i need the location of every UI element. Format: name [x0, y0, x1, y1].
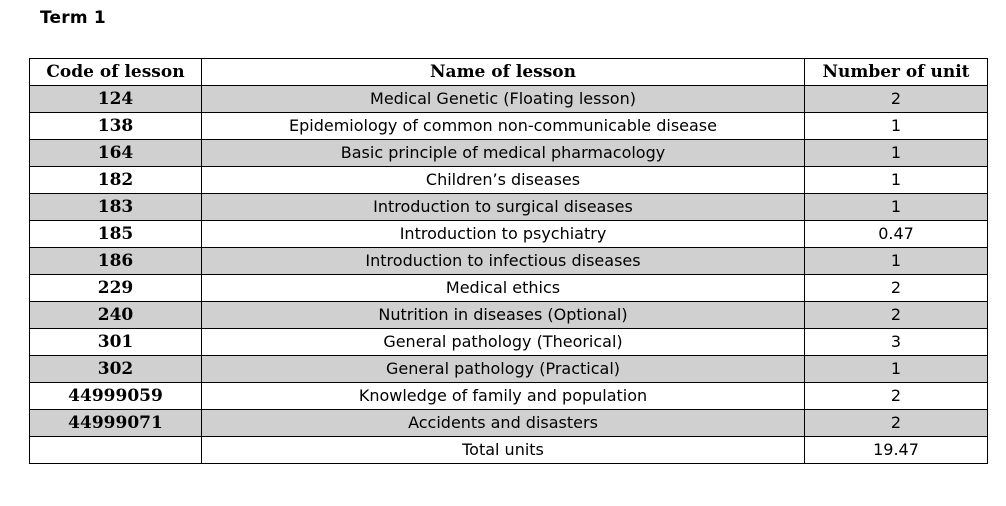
lesson-units: 2	[805, 86, 988, 113]
lesson-name: General pathology (Practical)	[202, 356, 805, 383]
table-row	[30, 113, 988, 140]
lesson-name: General pathology (Theorical)	[202, 329, 805, 356]
header-name-of-lesson: Name of lesson	[202, 59, 805, 86]
table-row	[30, 86, 988, 113]
lesson-code: 138	[30, 113, 202, 140]
lesson-code: 240	[30, 302, 202, 329]
lesson-name: Basic principle of medical pharmacology	[202, 140, 805, 167]
lesson-code: 124	[30, 86, 202, 113]
total-units-value: 19.47	[805, 437, 988, 464]
table-row	[30, 356, 988, 383]
lesson-code: 185	[30, 221, 202, 248]
table-row	[30, 140, 988, 167]
lessons-table	[29, 58, 988, 464]
lesson-name: Introduction to psychiatry	[202, 221, 805, 248]
lesson-units: 1	[805, 167, 988, 194]
lesson-code: 44999071	[30, 410, 202, 437]
lesson-code: 186	[30, 248, 202, 275]
lesson-units: 2	[805, 302, 988, 329]
table-row	[30, 383, 988, 410]
term-title: Term 1	[40, 8, 106, 28]
lesson-units: 3	[805, 329, 988, 356]
lesson-units: 1	[805, 356, 988, 383]
lesson-name: Nutrition in diseases (Optional)	[202, 302, 805, 329]
lesson-code: 183	[30, 194, 202, 221]
table-header-row	[30, 59, 988, 86]
lesson-name: Introduction to surgical diseases	[202, 194, 805, 221]
total-row	[30, 437, 988, 464]
table-row	[30, 221, 988, 248]
header-number-of-unit: Number of unit	[805, 59, 988, 86]
table-row	[30, 302, 988, 329]
table-row	[30, 194, 988, 221]
lesson-units: 0.47	[805, 221, 988, 248]
lesson-units: 1	[805, 194, 988, 221]
table-row	[30, 410, 988, 437]
lesson-code: 302	[30, 356, 202, 383]
lesson-name: Introduction to infectious diseases	[202, 248, 805, 275]
lesson-code: 182	[30, 167, 202, 194]
lesson-name: Knowledge of family and population	[202, 383, 805, 410]
total-code-cell	[30, 437, 202, 464]
lesson-units: 1	[805, 113, 988, 140]
lesson-units: 2	[805, 275, 988, 302]
lesson-units: 1	[805, 140, 988, 167]
total-units-label: Total units	[202, 437, 805, 464]
lesson-name: Children’s diseases	[202, 167, 805, 194]
lesson-name: Medical ethics	[202, 275, 805, 302]
lesson-units: 2	[805, 410, 988, 437]
lesson-units: 1	[805, 248, 988, 275]
header-code-of-lesson: Code of lesson	[30, 59, 202, 86]
table-row	[30, 329, 988, 356]
lesson-code: 164	[30, 140, 202, 167]
lesson-name: Medical Genetic (Floating lesson)	[202, 86, 805, 113]
lesson-units: 2	[805, 383, 988, 410]
lesson-code: 301	[30, 329, 202, 356]
lesson-code: 44999059	[30, 383, 202, 410]
table-row	[30, 248, 988, 275]
lesson-code: 229	[30, 275, 202, 302]
table-row	[30, 167, 988, 194]
lesson-name: Epidemiology of common non-communicable disease	[202, 113, 805, 140]
lesson-name: Accidents and disasters	[202, 410, 805, 437]
table-row	[30, 275, 988, 302]
